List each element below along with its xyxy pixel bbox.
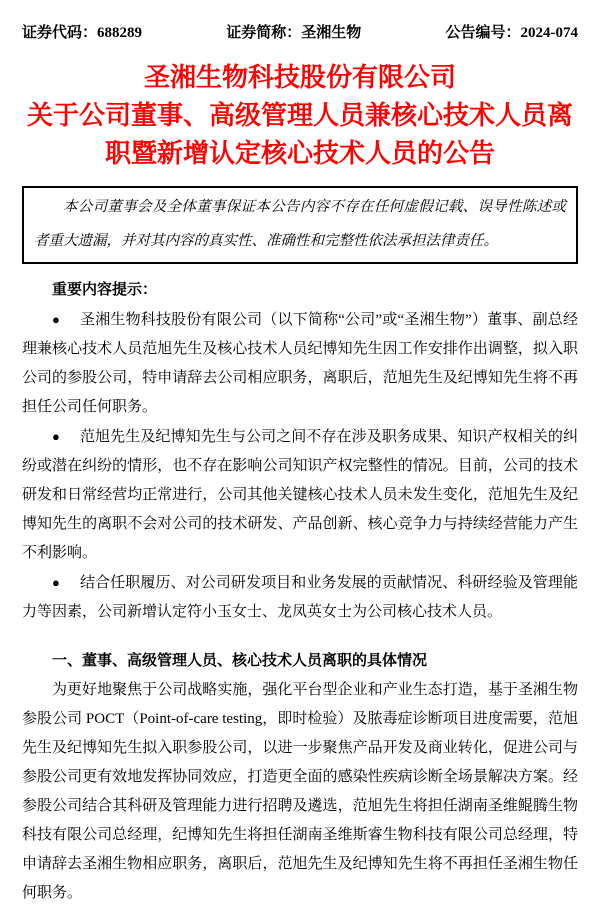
title-line-1: 圣湘生物科技股份有限公司 (143, 62, 456, 92)
bullet-icon: ● (52, 429, 60, 444)
notice-bullet-2 (22, 422, 578, 568)
notice-bullet-3 (22, 568, 578, 627)
disclaimer-text: 本公司董事会及全体董事保证本公告内容不存在任何虚假记载、误导性陈述或者重大遗漏，并对其内容的真实性、准确性和完整性依法承担法律责任。 (34, 199, 566, 249)
notice-bullet-3-text: 结合任职履历、对公司研发项目和业务发展的贡献情况、科研经验及管理能力等因素，公司新增认定符小玉女士、龙凤英女士为公司核心技术人员。 (22, 575, 578, 620)
section-1-heading: 一、董事、高级管理人员、核心技术人员离职的具体情况 (52, 653, 428, 669)
disclaimer-box (22, 186, 578, 264)
section-1-paragraph: 为更好地聚焦于公司战略实施，强化平台型企业和产业生态打造，基于圣湘生物参股公司 POCT（Point-of-care testing，即时检验）及脓毒症诊断项目进度需要，范旭先生及纪博知先生拟入职参股公司，以进一步聚焦产品开发及商业转化，促进公司与参股公司更有效地发挥协同效应，打造更全面的感染性疾病诊断全场景解决方案。经参股公司结合其科研及管理能力进行招聘及遴选，范旭先生将担任湖南圣维鲲腾生物科技有限公司总经理，纪博知先生将担任湖南圣维斯睿生物科技有限公司总经理，特申请辞去圣湘生物相应职务，离职后，范旭先生及纪博知先生将不再担任圣湘生物任何职务。 (22, 682, 578, 901)
important-notice-heading: 重要内容提示： (52, 282, 158, 298)
notice-bullet-2-text: 范旭先生及纪博知先生与公司之间不存在涉及职务成果、知识产权相关的纠纷或潜在纠纷的情形，也不存在影响公司知识产权完整性的情况。目前，公司的技术研发和日常经营均正常进行，公司其他关键核心技术人员未发生变化，范旭先生及纪博知先生的离职不会对公司的技术研发、产品创新、核心竞争力与持续经营能力产生不利影响。 (22, 429, 578, 561)
stock-code: 证券代码：688289 (22, 25, 143, 41)
stock-short-name: 证券简称：圣湘生物 (226, 25, 362, 41)
bullet-icon: ● (52, 575, 60, 590)
document-header (22, 24, 578, 42)
notice-bullet-1 (22, 305, 578, 422)
title-line-3: 职暨新增认定核心技术人员的公告 (104, 138, 495, 168)
notice-bullet-1-text: 圣湘生物科技股份有限公司（以下简称“公司”或“圣湘生物”）董事、副总经理兼核心技术人员范旭先生及核心技术人员纪博知先生因工作安排作出调整，拟入职公司的参股公司，特申请辞去公司相应职务，离职后，范旭先生及纪博知先生将不再担任公司任何职务。 (22, 312, 578, 415)
announcement-body (22, 276, 578, 908)
announcement-title (22, 58, 578, 172)
title-line-2: 关于公司董事、高级管理人员兼核心技术人员离 (26, 100, 573, 130)
announcement-number: 公告编号：2024-074 (445, 25, 578, 41)
bullet-icon: ● (52, 312, 61, 327)
